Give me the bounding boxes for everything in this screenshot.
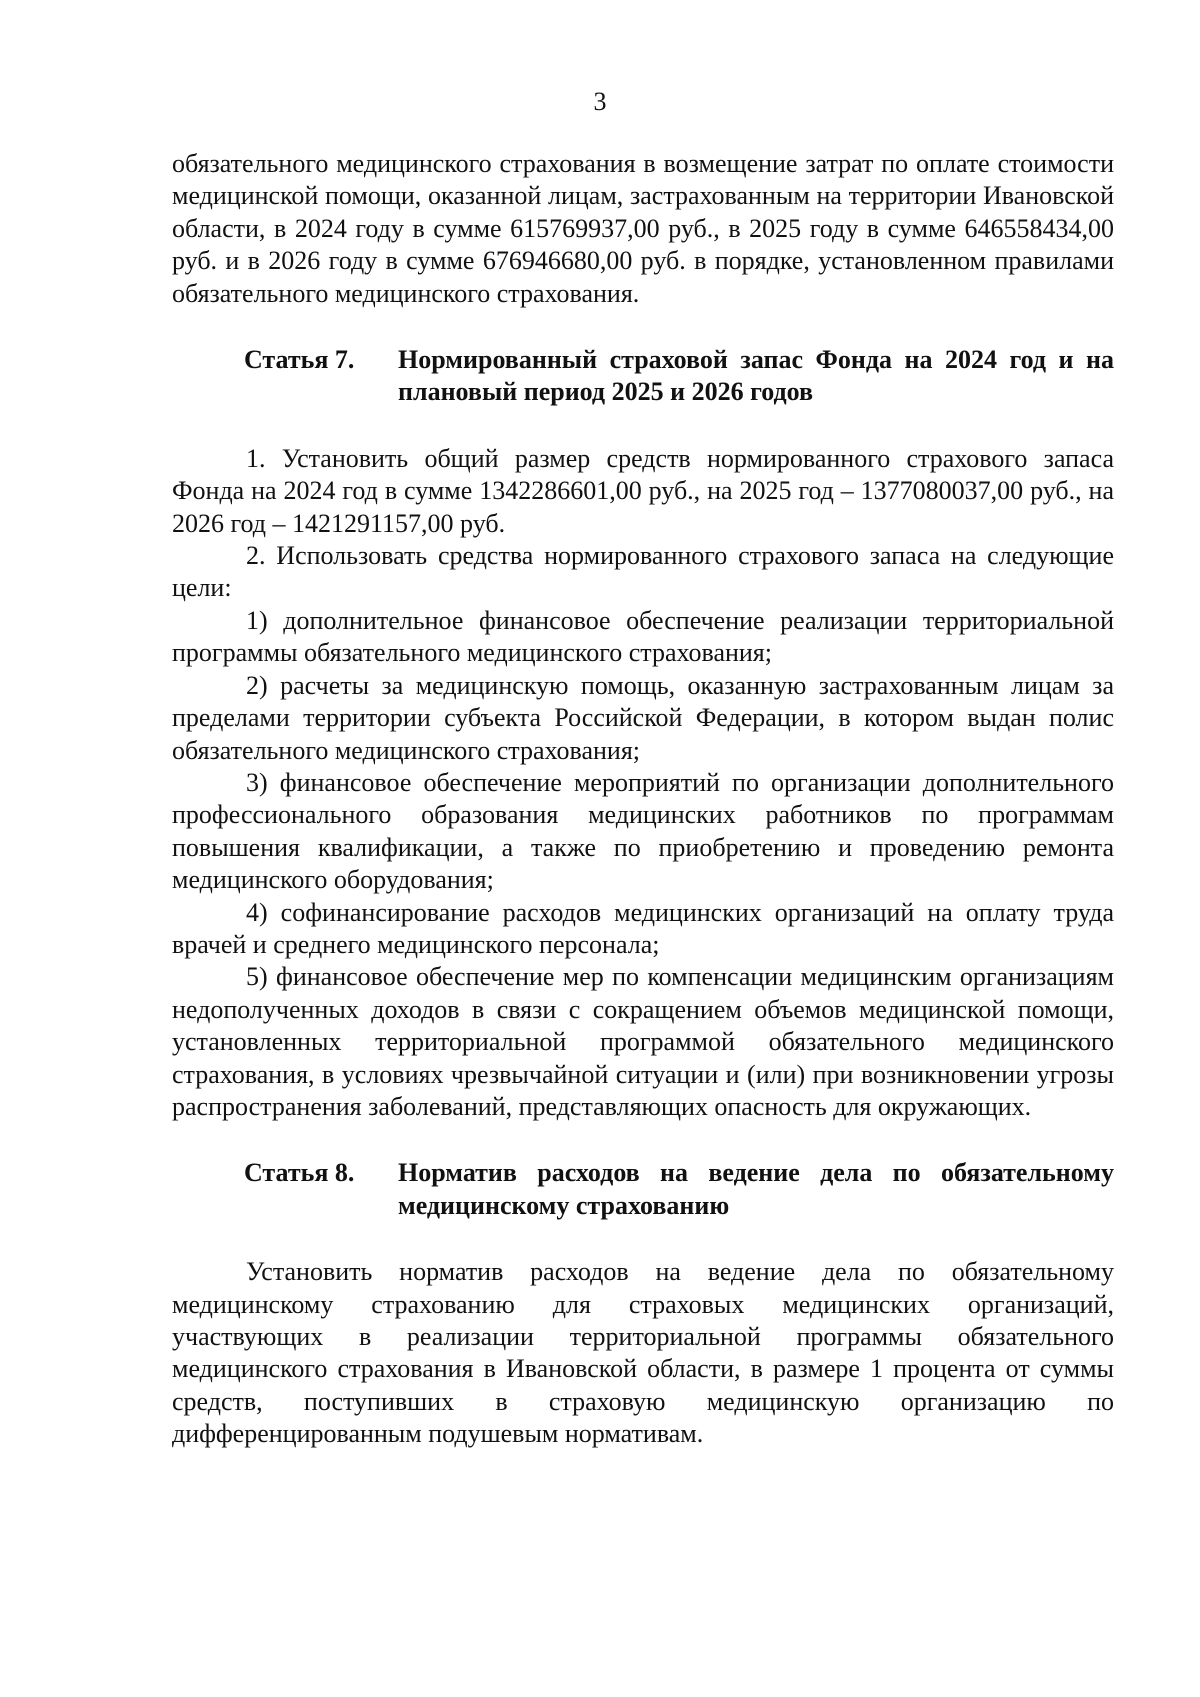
article-8-label: Статья 8. (244, 1158, 355, 1188)
article-7-title: Нормированный страховой запас Фонда на 2024 год и на плановый период 2025 и 2026 годов (398, 345, 1114, 407)
document-body (172, 148, 1114, 1451)
article-7-list-item: 1) дополнительное финансовое обеспечение реализации территориальной программы обязательного медицинского страхования; (172, 605, 1114, 668)
article-7-list-item: 5) финансовое обеспечение мер по компенсации медицинским организациям недополученных доходов в связи с сокращением объемов медицинской помощи, установленных территориальной программой обязательного медицинского страхования, в условиях чрезвычайной ситуации и (или) при возникновении угрозы распространения заболеваний, представляющих опасность для окружающих. (172, 962, 1114, 1121)
page-number: 3 (593, 87, 607, 116)
article-7-paragraph: 1. Установить общий размер средств нормированного страхового запаса Фонда на 2024 год в сумме 1342286601,00 руб., на 2025 год – 1377080037,00 руб., на 2026 год – 1421291157,00 руб. (172, 443, 1114, 538)
article-7-label: Статья 7. (244, 345, 355, 375)
intro-paragraph: обязательного медицинского страхования в возмещение затрат по оплате стоимости медицинской помощи, оказанной лицам, застрахованным на территории Ивановской области, в 2024 году в сумме 615769937,00 руб., в 2025 году в сумме 646558434,00 руб. и в 2026 году в сумме 676946680,00 руб. в порядке, установленном правилами обязательного медицинского страхования. (172, 149, 1114, 308)
article-7-list-item: 4) софинансирование расходов медицинских организаций на оплату труда врачей и среднего медицинского персонала; (172, 897, 1114, 959)
article-7-list-item: 3) финансовое обеспечение мероприятий по организации дополнительного профессионального образования медицинских работников по программам повышения квалификации, а также по приобретению и проведению ремонта медицинского оборудования; (172, 767, 1114, 895)
article-7-heading (172, 344, 1114, 409)
article-7-paragraph: 2. Использовать средства нормированного страхового запаса на следующие цели: (172, 541, 1114, 603)
article-8-paragraph: Установить норматив расходов на ведение дела по обязательному медицинскому страхованию для страховых медицинских организаций, участвующих в реализации территориальной программы обязательного медицинского страхования в Ивановской области, в размере 1 процента от суммы средств, поступивших в страховую медицинскую организацию по дифференцированным подушевым нормативам. (172, 1257, 1114, 1449)
article-8-heading (172, 1157, 1114, 1222)
article-7-list-item: 2) расчеты за медицинскую помощь, оказанную застрахованным лицам за пределами территории субъекта Российской Федерации, в котором выдан полис обязательного медицинского страхования; (172, 670, 1114, 765)
article-8-title: Норматив расходов на ведение дела по обязательному медицинскому страхованию (398, 1158, 1114, 1220)
